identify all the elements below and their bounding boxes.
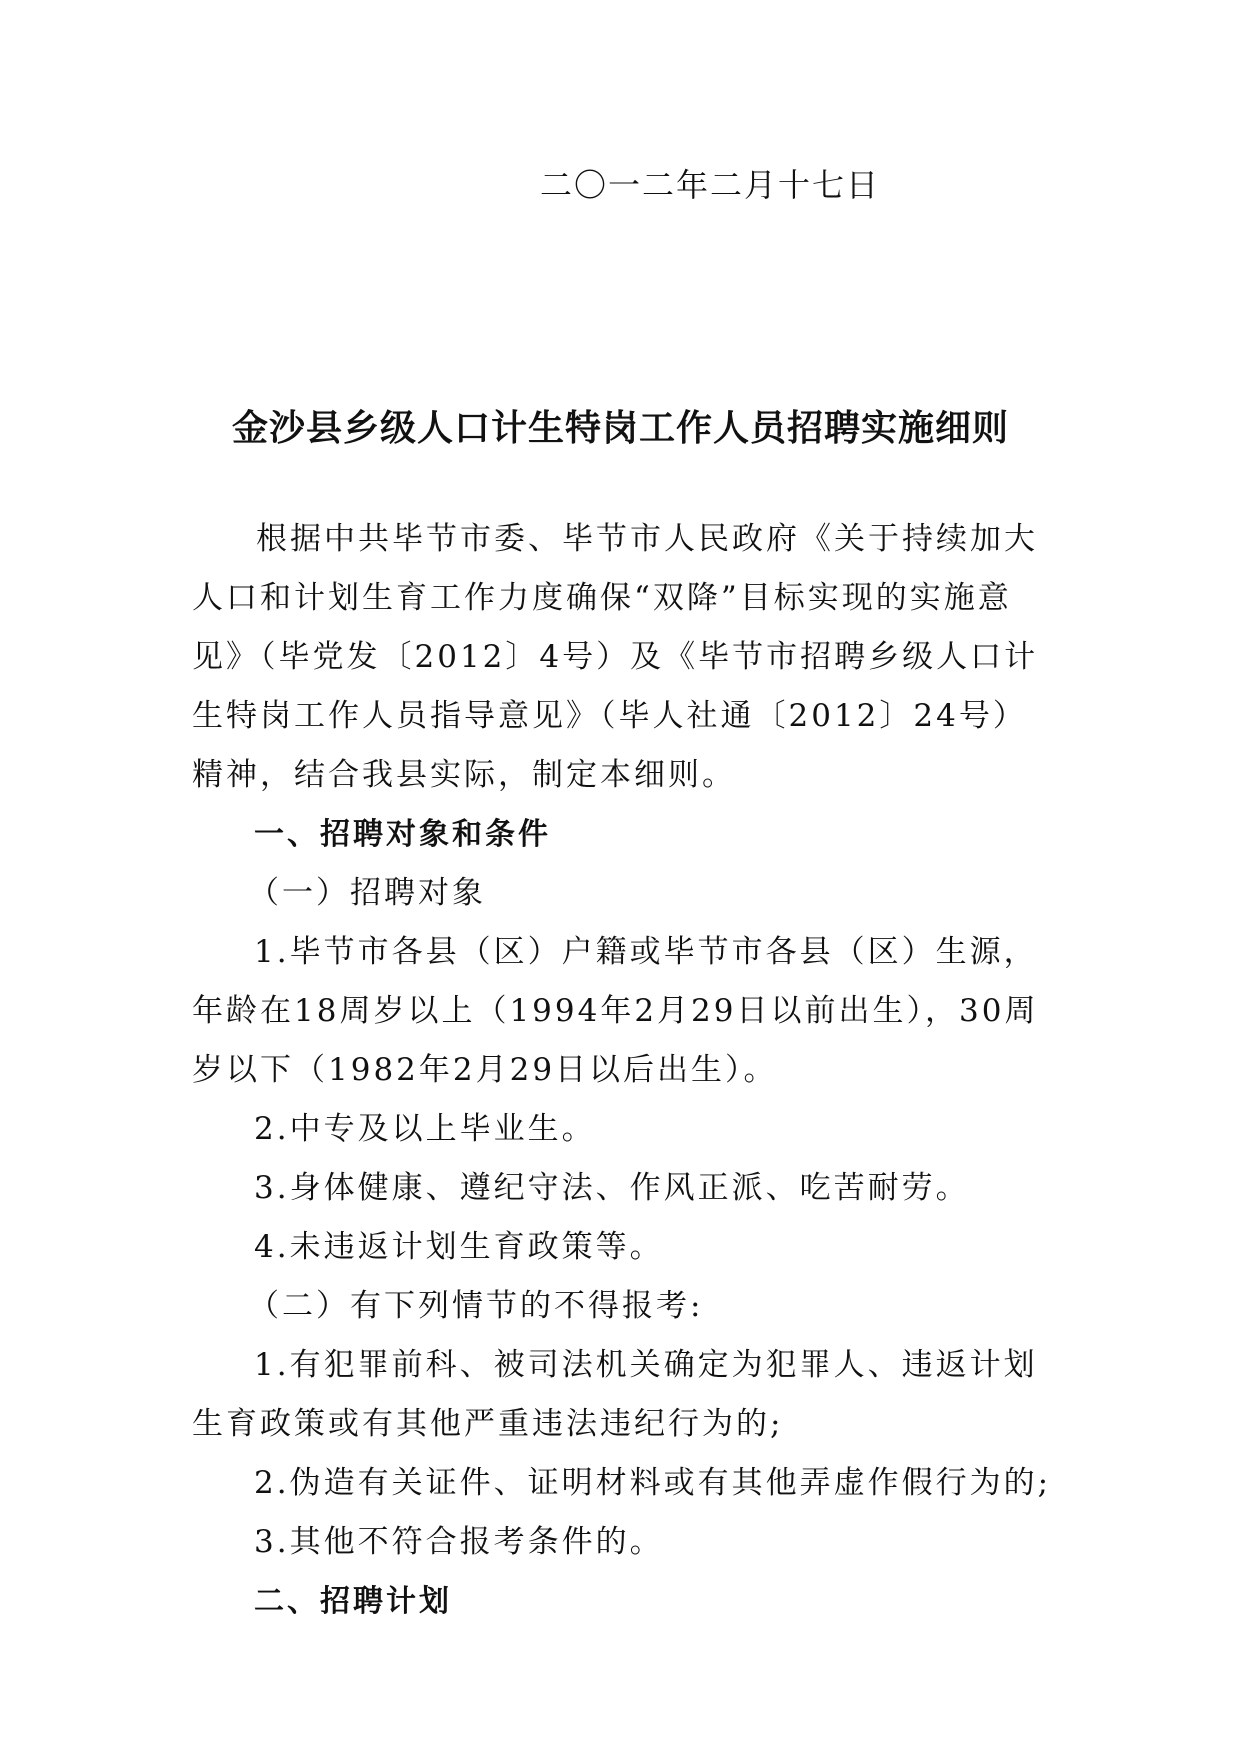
section-1-part-1-title: （一）招聘对象 <box>248 875 486 911</box>
section-1-part-1-item: 2.中专及以上毕业生。 <box>254 1111 596 1147</box>
section-1-part-2-title: （二）有下列情节的不得报考: <box>248 1288 704 1324</box>
section-1-heading: 一、招聘对象和条件 <box>254 817 551 852</box>
section-1-part-1-item: 4.未违返计划生育政策等。 <box>254 1229 664 1265</box>
document-title: 金沙县乡级人口计生特岗工作人员招聘实施细则 <box>231 408 1009 449</box>
section-1-part-2-item: 1.有犯罪前科、被司法机关确定为犯罪人、违返计划生育政策或有其他严重违法违纪行为的; <box>192 1347 1038 1442</box>
section-1-part-1-item: 1.毕节市各县（区）户籍或毕节市各县（区）生源，年龄在18周岁以上（1994年2月29日以前出生），30周岁以下（1982年2月29日以后出生）。 <box>192 934 1039 1088</box>
document-date: 二〇一二年二月十七日 <box>540 166 881 204</box>
section-1-part-1-item: 3.身体健康、遵纪守法、作风正派、吃苦耐劳。 <box>254 1170 970 1206</box>
document-body <box>192 510 1052 1631</box>
section-2-heading: 二、招聘计划 <box>254 1584 452 1619</box>
section-1-part-2-item: 3.其他不符合报考条件的。 <box>254 1524 664 1560</box>
section-1-part-2-item: 2.伪造有关证件、证明材料或有其他弄虚作假行为的; <box>254 1465 1052 1501</box>
intro-paragraph: 根据中共毕节市委、毕节市人民政府《关于持续加大人口和计划生育工作力度确保“双降”目标实现的实施意见》（毕党发〔2012〕4号）及《毕节市招聘乡级人口计生特岗工作人员指导意见》（毕人社通〔2012〕24号）精神，结合我县实际，制定本细则。 <box>192 521 1039 793</box>
